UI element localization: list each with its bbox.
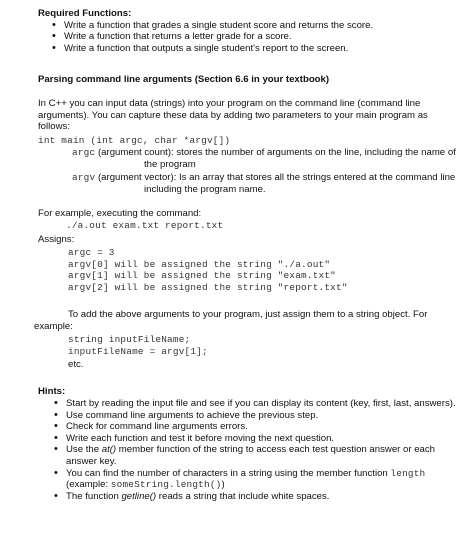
argv-text: (argument vector): Is an array that stores all the strings entered at the command line including the program name. (95, 172, 456, 195)
example-command: ./a.out exam.txt report.txt (66, 220, 224, 231)
hint-item: • Write each function and test it before moving the next question. (38, 433, 458, 445)
hint-item (38, 468, 458, 491)
assigns-block (38, 247, 458, 293)
hint-item: • Use command line arguments to achieve the previous step. (38, 410, 458, 422)
hint-item: • Start by reading the input file and see if you can display its content (key, first, last, answers). (38, 398, 458, 410)
hint-text: (example: (66, 479, 111, 491)
example-label: example: (34, 321, 73, 332)
assign-line: argv[2] will be assigned the string "report.txt" (68, 281, 348, 293)
hint-emphasis: at() (101, 444, 117, 456)
hint-text: Use the (66, 444, 102, 456)
hint-code: length (390, 467, 426, 479)
required-functions-heading: Required Functions: (38, 8, 132, 19)
add-arguments-note: To add the above arguments to your program, just assign them to a string object. For (68, 309, 428, 320)
list-item: • Write a function that grades a single student score and returns the score. (38, 20, 458, 32)
example-intro: For example, executing the command: (38, 208, 202, 219)
argc-description (38, 147, 458, 170)
hint-item (38, 444, 458, 467)
assign-line: argv[1] will be assigned the string "exam.txt" (68, 270, 336, 282)
argv-term: argv (72, 172, 96, 183)
etc-text: etc. (68, 359, 84, 370)
hint-item: • Check for command line arguments errors. (38, 421, 458, 433)
required-functions-list (38, 20, 458, 55)
hint-text: ) (221, 479, 225, 491)
code-line: inputFileName = argv[1]; (68, 345, 208, 357)
list-item: • Write a function that outputs a single student's report to the screen. (38, 43, 458, 55)
hint-text: member function of the string to access each test question answer or each answer key. (66, 444, 436, 467)
hint-text: You can find the number of characters in a string using the member function (66, 467, 391, 479)
hint-item (38, 491, 458, 503)
argv-description (38, 172, 458, 195)
list-item: • Write a function that returns a letter grade for a score. (38, 31, 458, 43)
hint-emphasis: getline() (121, 490, 157, 502)
hint-code: someString.length() (110, 479, 222, 491)
code-line: string inputFileName; (68, 334, 191, 345)
hints-heading: Hints: (38, 386, 66, 397)
hint-text: The function (66, 490, 122, 502)
argc-term: argc (72, 147, 96, 158)
argc-text: (argument count): stores the number of arguments on the line, including the name of the program (95, 147, 456, 170)
hint-text: reads a string that include white spaces. (156, 490, 330, 502)
code-example (38, 334, 458, 357)
parsing-intro: In C++ you can input data (strings) into your program on the command line (command line arguments). You can capture these data by adding two parameters to your main program as follows: (38, 98, 428, 133)
parsing-heading: Parsing command line arguments (Section 6.6 in your textbook) (38, 74, 330, 85)
assign-line: argv[0] will be assigned the string "./a.out" (68, 258, 331, 270)
assigns-label: Assigns: (38, 234, 75, 245)
assign-line: argc = 3 (68, 247, 115, 258)
hints-list (38, 398, 458, 502)
required-functions-section (38, 8, 458, 54)
main-signature: int main (int argc, char *argv[]) (38, 135, 231, 146)
